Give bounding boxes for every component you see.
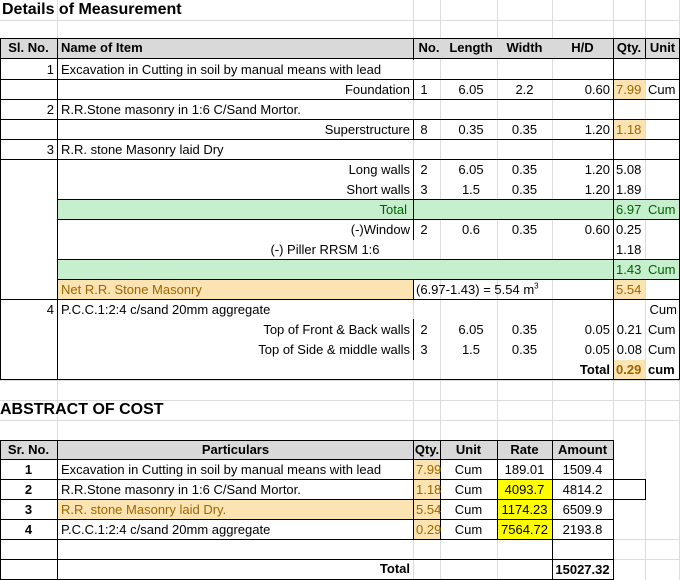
cell-length: 6.05 <box>458 322 484 337</box>
cell-qty: 0.08 <box>616 342 642 357</box>
cell-no: 8 <box>420 122 428 137</box>
col-header-sr-no: Sr. No. <box>7 442 50 457</box>
cell-unit: Cum <box>648 342 676 357</box>
cell-width: 0.35 <box>511 162 538 177</box>
col-header-unit: Unit <box>649 40 676 55</box>
cell-no: 1 <box>420 82 428 97</box>
sub-item-name: Top of Side & middle walls <box>258 342 410 357</box>
cell-no: 3 <box>420 182 428 197</box>
total-label: Total <box>379 202 407 217</box>
item-sl-no: 3 <box>46 142 54 157</box>
abstract-rate: 189.01 <box>504 462 545 477</box>
item-sl-no: 2 <box>46 102 54 117</box>
col-header-unit: Unit <box>455 442 482 457</box>
cell-no: 2 <box>420 322 428 337</box>
item-name: Excavation in Cutting in soil by manual means with lead <box>61 62 382 77</box>
cell-length: 1.5 <box>461 182 481 197</box>
sub-item-name: Long walls <box>348 162 410 177</box>
abstract-unit: Cum <box>454 482 483 497</box>
abstract-sr-no: 2 <box>24 482 33 497</box>
col-header-rate: Rate <box>510 442 539 457</box>
cell-length: 6.05 <box>458 162 484 177</box>
col-header-length: Length <box>449 40 493 55</box>
abstract-particulars: R.R. stone Masonry laid Dry. <box>61 502 227 517</box>
cell-length: 0.35 <box>458 122 484 137</box>
abstract-title: ABSTRACT OF COST <box>0 401 164 418</box>
cell-length: 0.6 <box>461 222 481 237</box>
abstract-sr-no: 3 <box>24 502 33 517</box>
cell-hd: 1.20 <box>584 182 610 197</box>
cell-unit: Cum <box>649 302 677 317</box>
cell-width: 2.2 <box>515 82 534 97</box>
item-sl-no: 1 <box>46 62 54 77</box>
cell-no: 3 <box>420 342 428 357</box>
cell-no: 2 <box>420 162 428 177</box>
col-header-qty: Qty. <box>414 442 440 457</box>
col-header-particulars: Particulars <box>201 442 270 457</box>
sub-item-name: Foundation <box>344 82 410 97</box>
net-item-name: Net R.R. Stone Masonry <box>61 282 202 297</box>
item-sl-no: 4 <box>46 302 54 317</box>
details-title: Details of Measurement <box>2 1 182 18</box>
cell-qty: 0.29 <box>616 362 642 377</box>
cell-hd: 0.60 <box>584 222 610 237</box>
col-header-name: Name of Item <box>61 40 143 55</box>
abstract-unit: Cum <box>454 502 483 517</box>
col-header-amount: Amount <box>557 442 608 457</box>
abstract-particulars: P.C.C.1:2:4 c/sand 20mm aggregate <box>61 522 271 537</box>
cell-qty: 1.89 <box>616 182 642 197</box>
col-header-width: Width <box>506 40 543 55</box>
cell-qty: 1.43 <box>616 262 642 277</box>
abstract-particulars: R.R.Stone masonry in 1:6 C/Sand Mortor. <box>61 482 301 497</box>
cell-hd: 0.05 <box>584 322 610 337</box>
abstract-sr-no: 1 <box>24 462 33 477</box>
cell-hd: 1.20 <box>584 162 610 177</box>
sub-item-name: (-)Window <box>350 222 410 237</box>
cell-qty: 6.97 <box>616 202 642 217</box>
sub-item-name: Top of Front & Back walls <box>263 322 410 337</box>
abstract-unit: Cum <box>454 462 483 477</box>
net-calculation: (6.97-1.43) = 5.54 $m^3$ <box>416 281 539 297</box>
item-name: R.R. stone Masonry laid Dry <box>61 142 224 157</box>
cell-unit: cum <box>648 362 675 377</box>
sub-item-name: (-) Piller RRSM 1:6 <box>270 242 380 257</box>
cell-unit: Cum <box>648 322 676 337</box>
item-name: P.C.C.1:2:4 c/sand 20mm aggregate <box>61 302 271 317</box>
abstract-rate: 4093.7 <box>504 482 545 497</box>
col-header-no: No. <box>418 40 440 55</box>
pcc-total-label: Total <box>579 362 610 377</box>
abstract-qty: 7.99 <box>416 462 442 477</box>
col-header-sl-no: Sl. No. <box>8 40 49 55</box>
cell-unit: Cum <box>648 262 676 277</box>
abstract-qty: 5.54 <box>416 502 442 517</box>
cell-length: 1.5 <box>461 342 481 357</box>
abstract-amount: 6509.9 <box>562 502 603 517</box>
cell-qty: 7.99 <box>616 82 642 97</box>
cell-hd: 0.05 <box>584 342 610 357</box>
abstract-rate: 1174.23 <box>501 502 548 517</box>
abstract-amount: 1509.4 <box>562 462 603 477</box>
cell-qty: 5.08 <box>616 162 642 177</box>
abstract-amount: 2193.8 <box>562 522 603 537</box>
sub-item-name: Short walls <box>346 182 410 197</box>
cell-qty: 1.18 <box>616 242 642 257</box>
cell-hd: 1.20 <box>584 122 610 137</box>
cell-hd: 0.60 <box>584 82 610 97</box>
cell-width: 0.35 <box>511 322 538 337</box>
cell-width: 0.35 <box>511 182 538 197</box>
cell-width: 0.35 <box>511 222 538 237</box>
col-header-hd: H/D <box>571 40 594 55</box>
cell-length: 6.05 <box>458 82 484 97</box>
cell-qty: 5.54 <box>616 282 642 297</box>
cell-width: 0.35 <box>511 342 538 357</box>
abstract-particulars: Excavation in Cutting in soil by manual means with lead <box>61 462 382 477</box>
abstract-qty: 0.29 <box>416 522 442 537</box>
abstract-qty: 1.18 <box>416 482 442 497</box>
abstract-unit: Cum <box>454 522 483 537</box>
cell-no: 2 <box>420 222 428 237</box>
sub-item-name: Superstructure <box>324 122 410 137</box>
item-name: R.R.Stone masonry in 1:6 C/Sand Mortor. <box>61 102 301 117</box>
abstract-rate: 7564.72 <box>501 522 548 537</box>
cell-width: 0.35 <box>511 122 538 137</box>
abstract-total-amount: 15027.32 <box>555 562 610 577</box>
cell-qty: 0.25 <box>616 222 642 237</box>
cell-qty: 0.21 <box>616 322 642 337</box>
abstract-sr-no: 4 <box>24 522 33 537</box>
cell-unit: Cum <box>648 202 676 217</box>
cell-qty: 1.18 <box>616 122 642 137</box>
abstract-total-label: Total <box>379 561 410 576</box>
col-header-qty: Qty. <box>616 40 642 55</box>
cell-unit: Cum <box>648 82 676 97</box>
abstract-amount: 4814.2 <box>562 482 603 497</box>
